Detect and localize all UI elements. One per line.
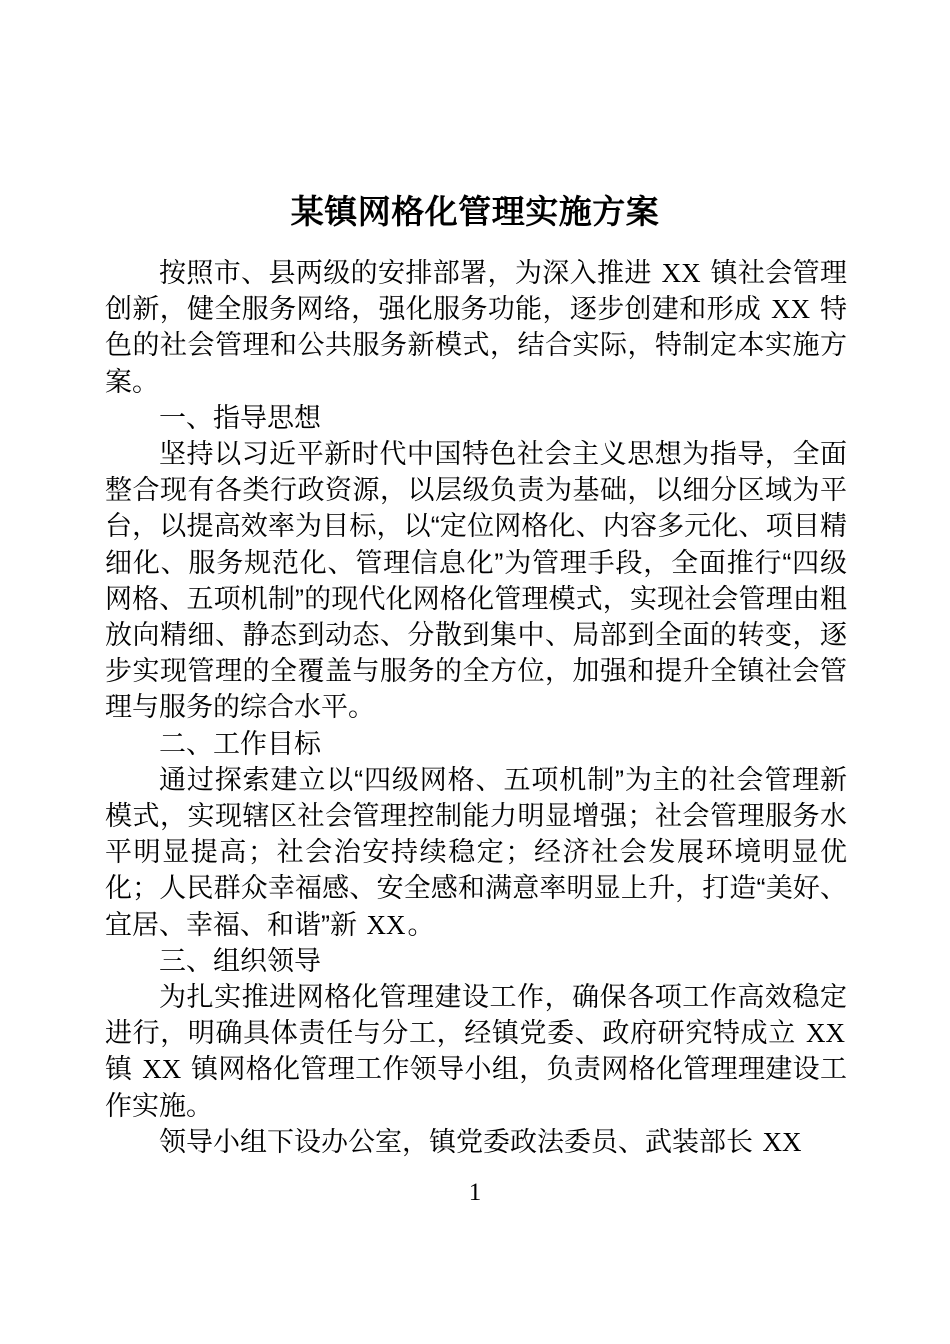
paragraph-intro: 按照市、县两级的安排部署，为深入推进 XX 镇社会管理创新，健全服务网络，强化服务功能，逐步创建和形成 XX 特色的社会管理和公共服务新模式，结合实际，特制定本实施方案。 (105, 258, 847, 397)
latin-placeholder: XX (366, 909, 406, 940)
page-number: 1 (468, 1179, 482, 1206)
section-heading-2: 二、工作目标 (159, 728, 321, 759)
section-heading-1: 一、指导思想 (159, 402, 321, 433)
latin-placeholder: XX (806, 1018, 845, 1049)
latin-placeholder: XX (142, 1054, 182, 1085)
page-title: 某镇网格化管理实施方案 (290, 193, 660, 231)
section-heading-3: 三、组织领导 (159, 945, 321, 976)
document-body (105, 255, 847, 1160)
latin-placeholder: XX (771, 294, 811, 325)
paragraph-section-3: 为扎实推进网格化管理建设工作，确保各项工作高效稳定进行，明确具体责任与分工，经镇党委、政府研究特成立 XX 镇 XX 镇网格化管理工作领导小组，负责网格化管理理建设工作实施。 (105, 982, 847, 1121)
paragraph-section-2: 通过探索建立以“四级网格、五项机制”为主的社会管理新模式，实现辖区社会管理控制能力明显增强；社会管理服务水平明显提高；社会治安持续稳定；经济社会发展环境明显优化；人民群众幸福感、安全感和满意率明显上升，打造“美好、宜居、幸福、和谐”新 XX。 (105, 764, 847, 940)
paragraph-section-3-continued: 领导小组下设办公室，镇党委政法委员、武装部长 XX (159, 1126, 802, 1157)
latin-placeholder: XX (661, 258, 701, 288)
latin-placeholder: XX (762, 1126, 802, 1157)
paragraph-section-1: 坚持以习近平新时代中国特色社会主义思想为指导，全面整合现有各类行政资源，以层级负责为基础，以细分区域为平台，以提高效率为目标，以“定位网格化、内容多元化、项目精细化、服务规范化、管理信息化”为管理手段，全面推行“四级网格、五项机制”的现代化网格化管理模式，实现社会管理由粗放向精细、静态到动态、分散到集中、局部到全面的转变，逐步实现管理的全覆盖与服务的全方位，加强和提升全镇社会管理与服务的综合水平。 (105, 439, 847, 723)
